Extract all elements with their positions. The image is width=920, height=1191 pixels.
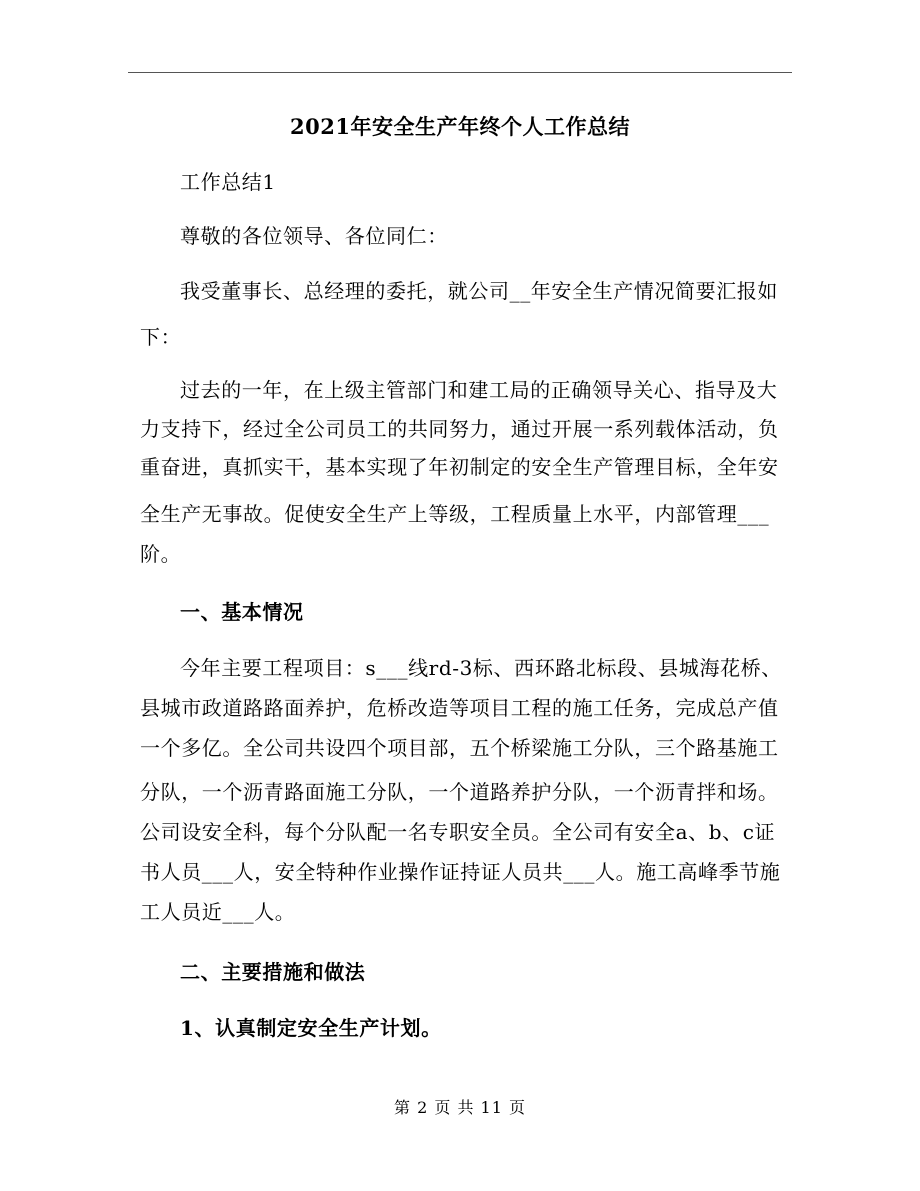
paragraph-line: 我受董事长、总经理的委托，就公司__年安全生产情况简要汇报如: [180, 279, 778, 303]
page-number: 第 2 页 共 11 页: [394, 1098, 526, 1117]
paragraph-line: 县城市政道路路面养护，危桥改造等项目工程的施工任务，完成总产值: [140, 696, 779, 720]
paragraph-line: 全生产无事故。促使安全生产上等级，工程质量上水平，内部管理___: [140, 502, 770, 526]
paragraph-line: 力支持下，经过全公司员工的共同努力，通过开展一系列载体活动，负: [140, 417, 779, 441]
salutation: 尊敬的各位领导、各位同仁：: [180, 224, 448, 248]
paragraph-line: 分队，一个沥青路面施工分队，一个道路养护分队，一个沥青拌和场。: [140, 780, 779, 804]
paragraph-line: 下：: [140, 325, 182, 349]
section-label: 工作总结1: [180, 170, 276, 194]
paragraph-line: 一个多亿。全公司共设四个项目部，五个桥梁施工分队，三个路基施工: [140, 736, 779, 760]
subsection-heading: 1、认真制定安全生产计划。: [180, 1016, 442, 1040]
paragraph-line: 今年主要工程项目：s___线rd-3标、西环路北标段、县城海花桥、: [180, 656, 782, 680]
paragraph-line: 公司设安全科，每个分队配一名专职安全员。全公司有安全a、b、c证: [140, 820, 776, 844]
paragraph-line: 过去的一年，在上级主管部门和建工局的正确领导关心、指导及大: [180, 378, 778, 402]
header-rule: [128, 72, 792, 73]
section-heading: 一、基本情况: [180, 600, 304, 624]
section-heading: 二、主要措施和做法: [180, 960, 366, 984]
paragraph-line: 书人员___人，安全特种作业操作证持证人员共___人。施工高峰季节施: [140, 860, 781, 884]
paragraph-line: 工人员近___人。: [140, 900, 296, 924]
document-title: 2021年安全生产年终个人工作总结: [290, 114, 630, 139]
paragraph-line: 阶。: [140, 542, 182, 566]
paragraph-line: 重奋进，真抓实干，基本实现了年初制定的安全生产管理目标，全年安: [140, 455, 779, 479]
